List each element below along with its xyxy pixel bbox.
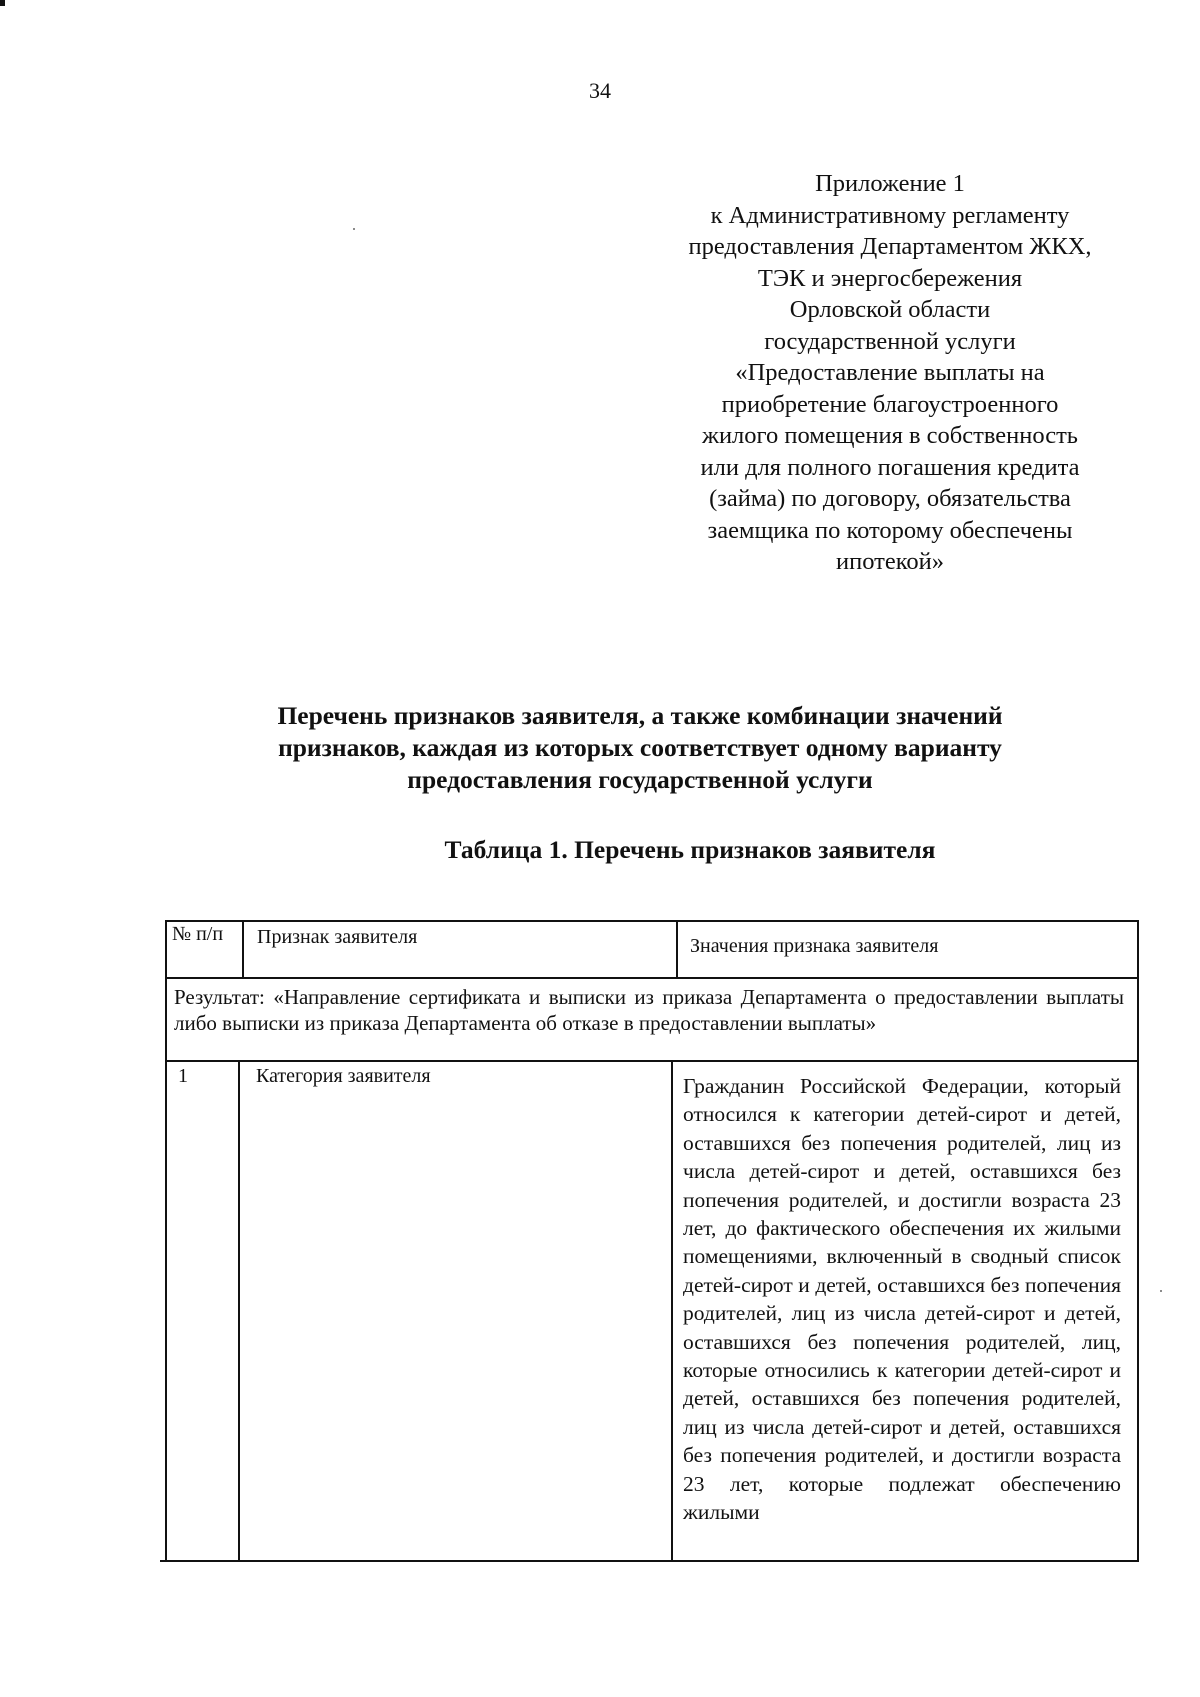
heading-line: предоставления государственной услуги	[407, 765, 873, 794]
appendix-line: жилого помещения в собственность	[702, 422, 1078, 449]
result-row-divider	[165, 1060, 1139, 1062]
appendix-line: приобретение благоустроенного	[721, 390, 1059, 418]
appendix-line: заемщика по которому обеспечены	[707, 516, 1073, 544]
column-divider-2-header	[676, 920, 678, 978]
heading-line: Перечень признаков заявителя, а также комбинации значений	[277, 701, 1003, 730]
column-divider-2-body	[671, 1061, 673, 1561]
row-attribute: Категория заявителя	[256, 1065, 431, 1087]
table-title: Таблица 1. Перечень признаков заявителя	[444, 835, 936, 864]
scan-speck	[353, 228, 355, 230]
row-value: Гражданин Российской Федерации, который относился к категории детей-сирот и детей, оставшихся без попечения родителей, лиц из числа детей-сирот и детей, оставшихся без попечения родителей, и достигли возраста 23 лет, до фактического обеспечения их жилыми помещениями, включенный в сводный список детей-сирот и детей, оставшихся без попечения родителей, лиц из числа детей-сирот и детей, оставшихся без попечения родителей, лиц, которые относились к категории детей-сирот и детей, оставшихся без попечения родителей, лиц из числа детей-сирот и детей, оставшихся без попечения родителей, и достигли возраста 23 лет, которые подлежат обеспечению жилыми	[683, 1074, 1121, 1525]
appendix-line: «Предоставление выплаты на	[735, 359, 1045, 386]
column-divider-1-body	[238, 1061, 240, 1561]
table-border-left	[165, 920, 167, 1562]
appendix-block	[640, 168, 1140, 578]
page-number: 34	[589, 78, 611, 103]
row-number: 1	[178, 1065, 188, 1087]
appendix-line: к Административному регламенту	[710, 201, 1070, 229]
header-attribute: Признак заявителя	[257, 926, 418, 948]
header-number: № п/п	[172, 923, 224, 945]
column-divider-1-header	[242, 920, 244, 978]
appendix-line: предоставления Департаментом ЖКХ,	[688, 233, 1092, 260]
scan-speck	[1160, 1290, 1162, 1292]
table-border-right	[1137, 920, 1139, 1562]
appendix-line: ипотекой»	[835, 548, 944, 575]
result-row: Результат: «Направление сертификата и выписки из приказа Департамента о предоставлении выплаты либо выписки из приказа Департамента об отказе в предоставлении выплаты»	[174, 985, 1124, 1035]
table-border-top	[165, 920, 1139, 922]
appendix-line: государственной услуги	[764, 327, 1016, 355]
appendix-line: Приложение 1	[815, 170, 965, 197]
heading-line: признаков, каждая из которых соответствует одному варианту	[278, 733, 1002, 762]
table-border-bottom	[160, 1560, 1139, 1562]
appendix-line: или для полного погашения кредита	[700, 453, 1080, 481]
appendix-line: Орловской области	[789, 296, 991, 323]
header-values: Значения признака заявителя	[690, 935, 939, 957]
header-row-divider	[165, 977, 1139, 979]
appendix-line: (займа) по договору, обязательства	[709, 485, 1071, 512]
scan-mark	[0, 0, 5, 6]
appendix-line: ТЭК и энергосбережения	[757, 264, 1023, 292]
document-heading	[200, 700, 1080, 796]
